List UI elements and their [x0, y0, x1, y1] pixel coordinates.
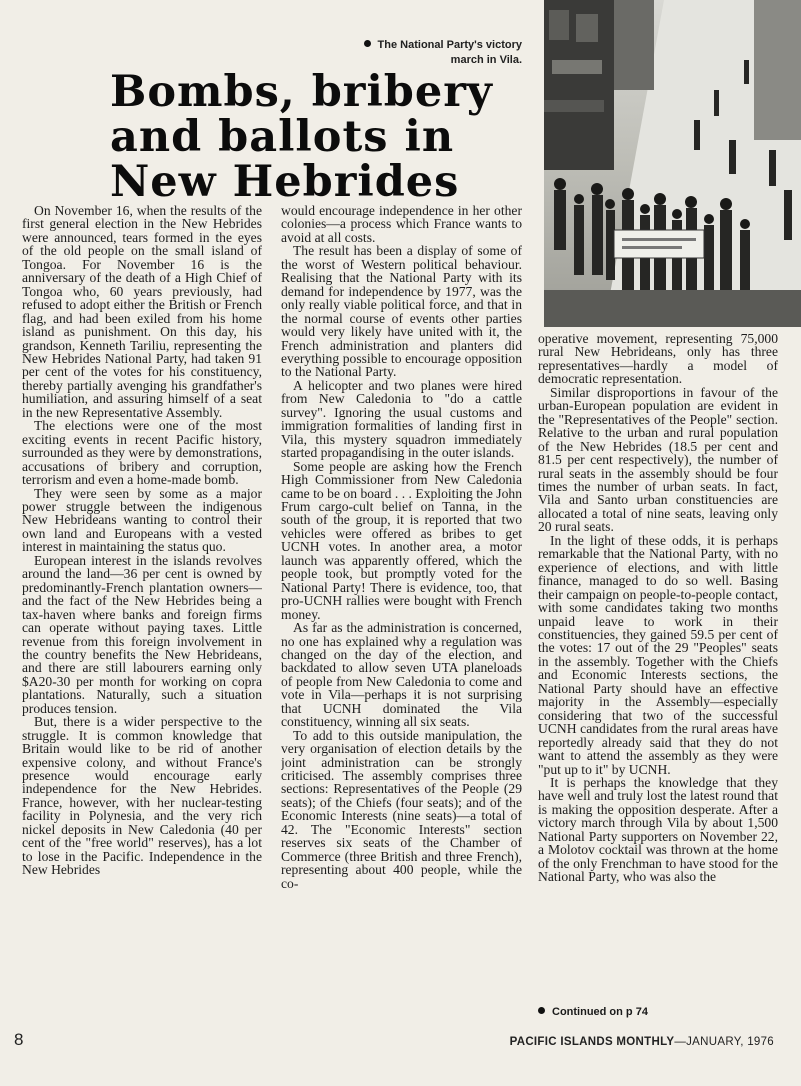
paragraph: To add to this outside manipulation, the very organisation of election details by the joint administration can be strongly criticised. The assembly comprises three sections: Representatives of the People (29 seats); of the Chiefs (four seats); and of the Economic Interests (nine seats)—a total of 42. The "Economic Interests" section reserves six seats of the Chamber of Commerce (three British and three French), representing about 400 people, while the co-	[281, 727, 522, 891]
article-column-3	[538, 332, 778, 1004]
caption-text: The National Party's victory march in Vila.	[377, 39, 522, 66]
paragraph: It is perhaps the knowledge that they have well and truly lost the latest round that is making the opposition desperate. After a victory march through Vila by about 1,500 National Party supporters on November 22, a Molotov cocktail was thrown at the home of the only Frenchman to have stood for the National Party, who was also the	[538, 774, 778, 885]
page-number: 8	[14, 1030, 24, 1049]
victory-march-photo	[544, 0, 801, 327]
bullet-icon	[364, 40, 371, 47]
article-column-1	[22, 204, 262, 1004]
continued-text: Continued on p 74	[552, 1006, 648, 1018]
paragraph: Similar disproportions in favour of the urban-European population are evident in the "Representatives of the People" section. Relative to the urban and rural population of the New Hebrides (18.5 per cent and 81.5 per cent respectively), the number of rural seats in the assembly should be four times the number of urban seats. In fact, Vila and Santo urban constituencies are allocated a total of nine seats, leaving only 20 rural seats.	[538, 384, 778, 535]
publication-name: PACIFIC ISLANDS MONTHLY	[509, 1036, 675, 1048]
paragraph: As far as the administration is concerned, no one has explained why a regulation was changed on the day of the election, and backdated to allow seven UTA planeloads of people from New Caledonia to come and vote in Vila—perhaps it is not surprising that UCNH dominated the Vila constituency, winning all six seats.	[281, 620, 522, 730]
paragraph: The elections were one of the most exciting events in recent Pacific history, surrounded as they were by demonstrations, accusations of bribery and corruption, terrorism and even a home-made bomb.	[22, 418, 262, 488]
headline-line-1: Bombs, bribery	[110, 67, 493, 117]
paragraph: But, there is a wider perspective to the struggle. It is common knowledge that Britain would like to be rid of another expensive colony, and without France's presence would encourage early independence for the New Hebrides. France, however, with her nuclear-testing facility in Polynesia, and the very rich nickel deposits in New Caledonia (40 per cent of the "free world" reserves), has a lot to lose in the Pacific. Independence in the New Hebrides	[22, 714, 262, 878]
article-column-2	[281, 204, 522, 1004]
headline	[110, 67, 540, 207]
crowd-march-image	[544, 0, 801, 327]
issue-date: —JANUARY, 1976	[674, 1036, 774, 1048]
paragraph: They were seen by some as a major power struggle between the indigenous New Hebrideans wanting to control their own land and Europeans with a vested interest in maintaining the status quo.	[22, 485, 262, 555]
paragraph: A helicopter and two planes were hired from New Caledonia to "do a cattle survey". Ignoring the usual customs and immigration formalities of landing first in Vila, this mystery squadron immediately started propagandising in the outer islands.	[281, 377, 522, 461]
paragraph: would encourage independence in her other colonies—a process which France wants to avoid at all costs.	[281, 204, 522, 245]
paragraph: The result has been a display of some of the worst of Western political behaviour. Realising that the National Party with its demand for independence by 1977, was the only really viable political force, and that in the normal course of events other parties would very likely have united with it, the French administration and planters did everything possible to encourage opposition to the National Party.	[281, 243, 522, 380]
footer	[510, 1036, 774, 1048]
photo-caption	[330, 38, 522, 68]
paragraph: In the light of these odds, it is perhaps remarkable that the National Party, with no experience of elections, and with little finance, managed to do so well. Basing their campaign on people-to-people contact, with some candidates taking two months unpaid leave to work in their constituencies, they gained 59.5 per cent of the votes: 17 out of the 29 "Peoples" seats in the assembly. Together with the Chiefs and Economic Interests sections, the National Party should have an effective majority in the Assembly—especially considering that two of the successful UCNH candidates from the rural areas have reportedly already said that they do not want to attend the assembly as they were "put up to it" by UCNH.	[538, 532, 778, 777]
bullet-icon	[538, 1007, 545, 1014]
headline-line-2: and ballots in	[110, 112, 455, 162]
paragraph: European interest in the islands revolves around the land—36 per cent is owned by predominantly-French plantation owners—and the fact of the New Hebrides being a tax-haven where banks and foreign firms can operate without paying taxes. Little revenue from this foreign involvement in the country benefits the New Hebrideans, and there are still labourers earning only $A20-30 per month for working on copra plantations. Naturally, such a situation produces tension.	[22, 552, 262, 716]
paragraph: operative movement, representing 75,000 rural New Hebrideans, only has three representatives—hardly a model of democratic representation.	[538, 332, 778, 387]
paragraph: Some people are asking how the French High Commissioner from New Caledonia came to be on board . . . Exploiting the John Frum cargo-cult belief on Tanna, in the south of the group, it is reported that two vehicles were offered as bribes to get UCNH votes. In another area, a motor launch was apparently offered, which the people took, but promptly voted for the National Party! There is evidence, too, that pro-UCNH rallies were bought with French money.	[281, 458, 522, 622]
paragraph: On November 16, when the results of the first general election in the New Hebrides were announced, tears formed in the eyes of the old people on the small island of Tongoa. For November 16 is the anniversary of the death of a High Chief of Tongoa who, 60 years previously, had refused to adopt either the British or French flag, and had been exiled from his home island as punishment. On this day, his grandson, Kenneth Tariliu, representing the New Hebrides National Party, had taken 91 per cent of the votes for his constituency, thereby partially avenging his grandfather's humiliation, and assuring himself of a seat in the new Representative Assembly.	[22, 204, 262, 420]
headline-line-3: New Hebrides	[110, 157, 460, 207]
continued-note	[538, 1006, 778, 1018]
